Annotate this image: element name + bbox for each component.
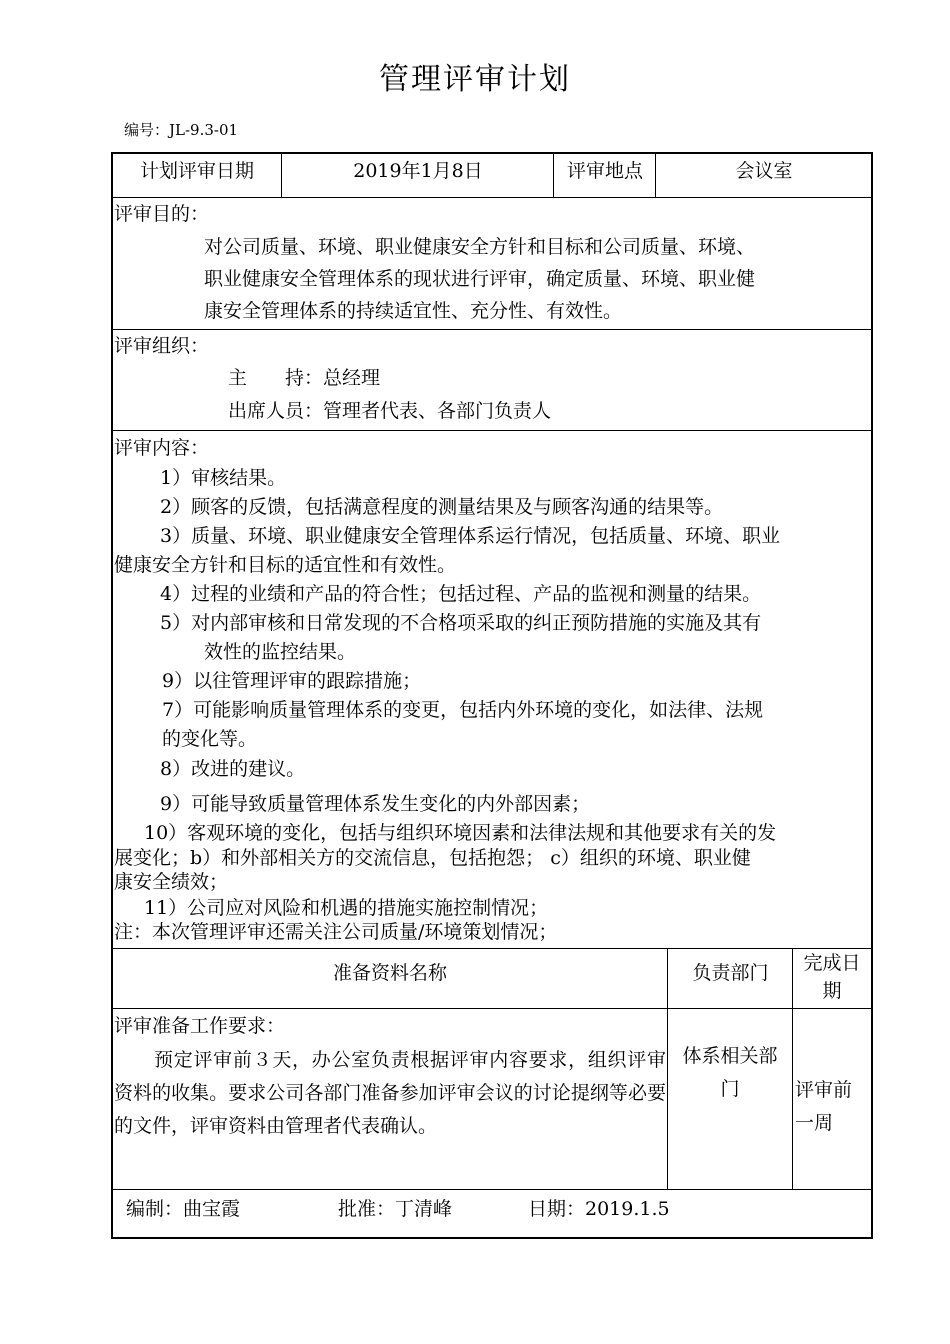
materials-dept-header: 负责部门 (692, 962, 769, 984)
content-line: 2）顾客的反馈，包括满意程度的测量结果及与顾客沟通的结果等。 (160, 496, 724, 518)
content-line: 展变化；b）和外部相关方的交流信息，包括抱怨； c）组织的环境、职业健 (114, 847, 751, 869)
col-divider (792, 948, 793, 1190)
row-divider (111, 197, 873, 198)
document-title: 管理评审计划 (379, 62, 571, 97)
row-divider (111, 329, 873, 330)
content-line: 3）质量、环境、职业健康安全管理体系运行情况，包括质量、环境、职业 (160, 525, 781, 547)
organization-attendees: 出席人员：管理者代表、各部门负责人 (228, 400, 552, 422)
content-label: 评审内容： (114, 437, 210, 459)
document-number: 编号：JL-9.3-01 (124, 121, 239, 139)
row-divider (111, 1189, 873, 1190)
footer-approver: 批准：丁清峰 (338, 1198, 453, 1220)
organization-label: 评审组织： (114, 335, 210, 357)
materials-name-header: 准备资料名称 (332, 962, 447, 984)
prep-dept: 体系相关部门 (682, 1045, 778, 1100)
organization-host: 主 持：总经理 (228, 367, 381, 389)
content-line: 9）以往管理评审的跟踪措施； (162, 670, 422, 692)
row-divider (111, 430, 873, 431)
content-line: 1）审核结果。 (160, 467, 287, 489)
footer-date: 日期：2019.1.5 (528, 1198, 670, 1220)
content-line: 康安全绩效； (114, 871, 229, 893)
review-date-value: 2019年1月8日 (353, 160, 483, 182)
content-line: 5）对内部审核和日常发现的不合格项采取的纠正预防措施的实施及其有 (160, 612, 762, 634)
review-place-label: 评审地点 (566, 160, 643, 182)
content-line: 健康安全方针和目标的适宜性和有效性。 (114, 554, 457, 576)
review-place-value: 会议室 (735, 160, 793, 182)
purpose-label: 评审目的： (114, 203, 210, 225)
row-divider (111, 1008, 873, 1009)
review-date-label: 计划评审日期 (139, 160, 254, 182)
content-note: 注：本次管理评审还需关注公司质量/环境策划情况； (114, 921, 558, 943)
materials-due-header: 完成日期 (803, 952, 861, 1002)
content-line: 9）可能导致质量管理体系发生变化的内外部因素； (160, 793, 591, 815)
content-line: 8）改进的建议。 (160, 758, 306, 780)
purpose-line: 康安全管理体系的持续适宜性、充分性、有效性。 (204, 300, 623, 322)
purpose-line: 对公司质量、环境、职业健康安全方针和目标和公司质量、环境、 (204, 236, 756, 258)
col-divider (667, 948, 668, 1190)
prep-text: 预定评审前３天，办公室负责根据评审内容要求，组织评审资料的收集。要求公司各部门准备参加评审会议的讨论提纲等必要的文件，评审资料由管理者代表确认。 (114, 1049, 666, 1137)
prep-due: 评审前一周 (795, 1079, 853, 1134)
row-divider (111, 948, 873, 949)
prep-label: 评审准备工作要求： (114, 1015, 286, 1037)
content-line: 11）公司应对风险和机遇的措施实施控制情况； (144, 897, 549, 919)
content-line: 效性的监控结果。 (204, 641, 357, 663)
col-divider (655, 152, 656, 198)
content-line: 的变化等。 (162, 728, 258, 750)
purpose-line: 职业健康安全管理体系的现状进行评审，确定质量、环境、职业健 (204, 268, 756, 290)
content-line: 7）可能影响质量管理体系的变更，包括内外环境的变化，如法律、法规 (162, 699, 764, 721)
col-divider (281, 152, 282, 198)
content-line: 10）客观环境的变化，包括与组织环境因素和法律法规和其他要求有关的发 (144, 822, 777, 844)
footer-editor: 编制：曲宝霞 (126, 1198, 241, 1220)
content-line: 4）过程的业绩和产品的符合性；包括过程、产品的监视和测量的结果。 (160, 583, 762, 605)
col-divider (553, 152, 554, 198)
